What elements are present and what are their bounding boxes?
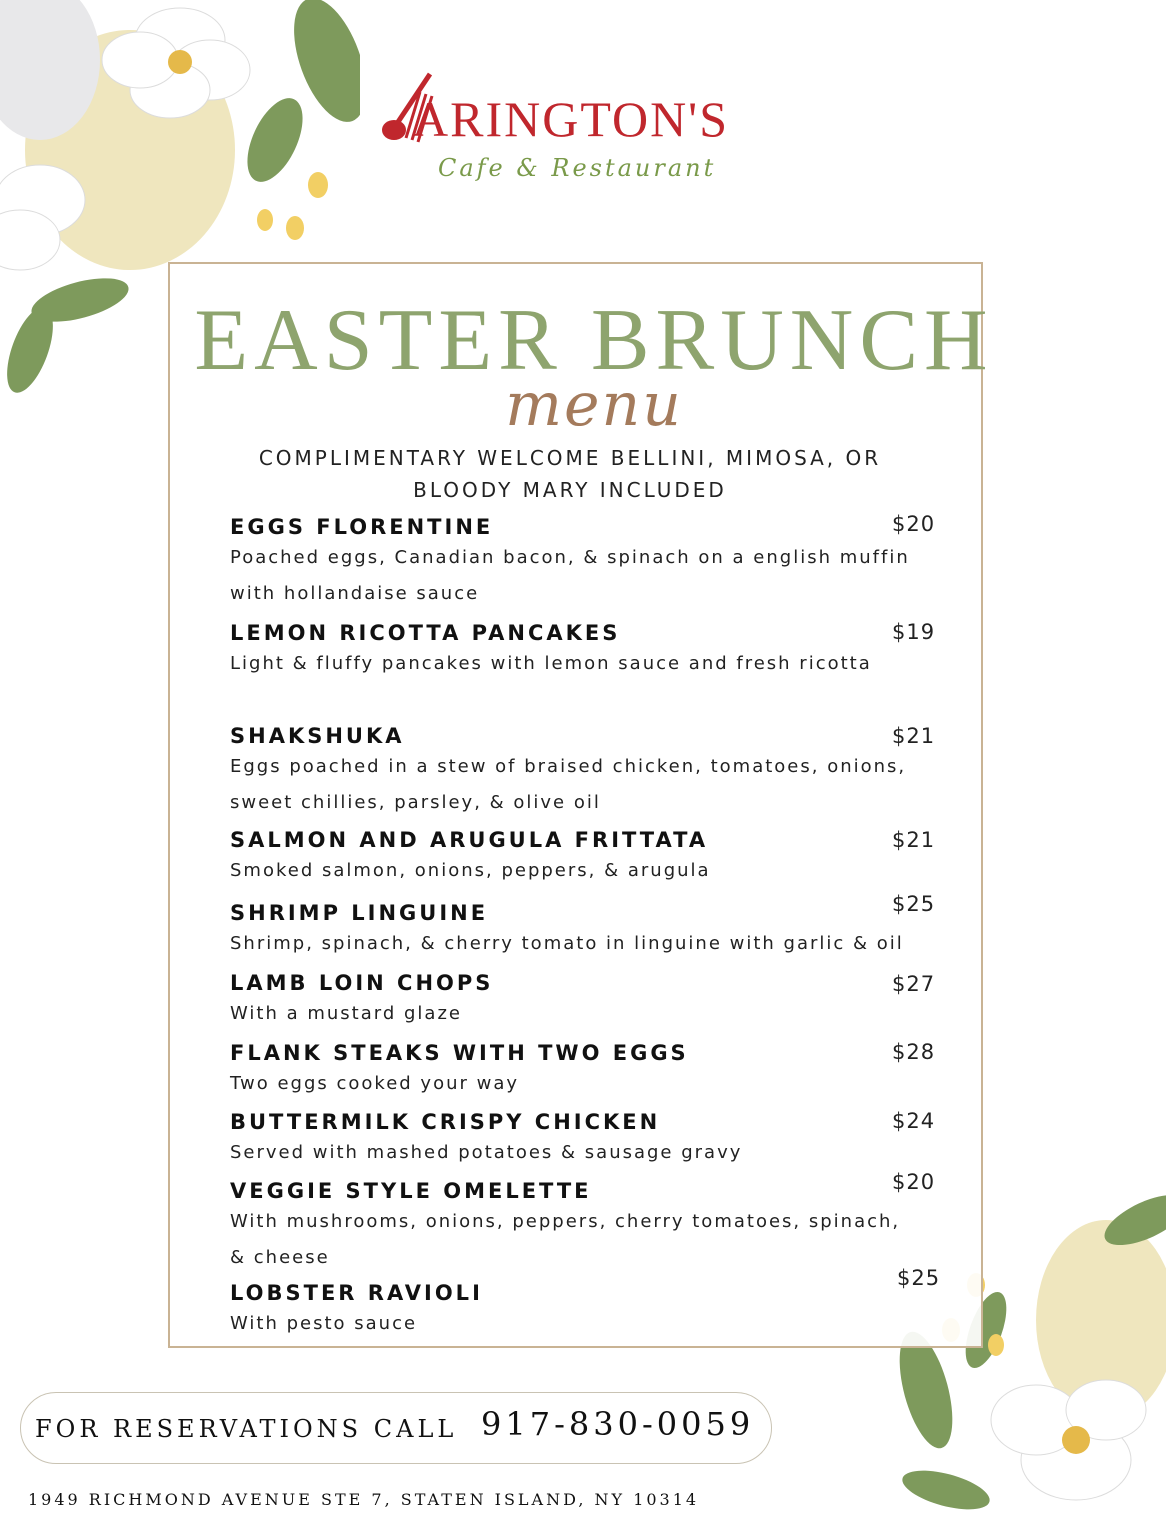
subtitle-line-1: COMPLIMENTARY WELCOME BELLINI, MIMOSA, OR	[258, 446, 882, 470]
menu-item-name: FLANK STEAKS WITH TWO EGGS	[230, 1041, 689, 1065]
menu-item-name: SALMON AND ARUGULA FRITTATA	[230, 828, 709, 852]
menu-item-name: LOBSTER RAVIOLI	[230, 1281, 483, 1305]
menu-item-salmon-arugula-frittata	[230, 827, 950, 889]
menu-item-description: Light & fluffy pancakes with lemon sauce and fresh ricotta	[230, 653, 872, 674]
menu-item-price: $21	[892, 724, 936, 748]
menu-item-name: BUTTERMILK CRISPY CHICKEN	[230, 1110, 661, 1134]
page-title: EASTER BRUNCH	[194, 292, 994, 389]
menu-item-shakshuka	[230, 723, 950, 821]
restaurant-address: 1949 RICHMOND AVENUE STE 7, STATEN ISLAND, NY 10314	[28, 1490, 700, 1509]
subtitle-line-2: BLOODY MARY INCLUDED	[413, 478, 727, 502]
menu-item-description: Shrimp, spinach, & cherry tomato in linguine with garlic & oil	[230, 933, 904, 954]
menu-item-description: Smoked salmon, onions, peppers, & arugula	[230, 860, 711, 881]
complimentary-drink-note	[220, 442, 920, 506]
menu-item-name: VEGGIE STYLE OMELETTE	[230, 1179, 592, 1203]
menu-item-price: $19	[892, 620, 936, 644]
menu-item-name: SHAKSHUKA	[230, 724, 405, 748]
menu-item-eggs-florentine	[230, 514, 950, 612]
menu-item-price: $27	[892, 972, 936, 996]
menu-item-price: $24	[892, 1109, 936, 1133]
reservations-label: FOR RESERVATIONS CALL	[35, 1415, 458, 1443]
menu-item-description: Two eggs cooked your way	[230, 1073, 520, 1094]
menu-item-name: EGGS FLORENTINE	[230, 515, 494, 539]
menu-item-name: LAMB LOIN CHOPS	[230, 971, 494, 995]
menu-item-name: LEMON RICOTTA PANCAKES	[230, 621, 621, 645]
menu-item-description: Served with mashed potatoes & sausage gravy	[230, 1142, 743, 1163]
menu-item-lobster-ravioli	[230, 1280, 950, 1342]
menu-item-price: $20	[892, 1170, 936, 1194]
menu-script-heading: menu	[505, 370, 683, 440]
menu-item-lamb-loin-chops	[230, 970, 950, 1032]
reservations-phone[interactable]: 917-830-0059	[481, 1405, 755, 1443]
menu-item-lemon-ricotta-pancakes	[230, 620, 950, 682]
menu-item-description: With a mustard glaze	[230, 1003, 462, 1024]
menu-item-description: With mushrooms, onions, peppers, cherry tomatoes, spinach, & cheese	[230, 1211, 901, 1268]
menu-item-description: Poached eggs, Canadian bacon, & spinach on a english muffin with hollandaise sauce	[230, 547, 910, 604]
reservations-banner	[20, 1392, 772, 1464]
menu-item-price: $25	[897, 1266, 941, 1290]
logo-tagline: Cafe & Restaurant	[438, 154, 717, 182]
menu-item-name: SHRIMP LINGUINE	[230, 901, 489, 925]
menu-item-flank-steaks	[230, 1040, 950, 1102]
menu-item-price: $20	[892, 512, 936, 536]
logo-name: ARINGTON'S	[412, 91, 729, 147]
menu-item-price: $28	[892, 1040, 936, 1064]
menu-item-description: With pesto sauce	[230, 1313, 418, 1334]
menu-item-veggie-omelette	[230, 1178, 950, 1276]
menu-item-buttermilk-crispy-chicken	[230, 1109, 950, 1171]
menu-item-price: $21	[892, 828, 936, 852]
menu-item-description: Eggs poached in a stew of braised chicken, tomatoes, onions, sweet chillies, parsley, & olive oil	[230, 756, 907, 813]
restaurant-logo	[372, 62, 762, 202]
menu-item-price: $25	[892, 892, 936, 916]
menu-item-shrimp-linguine	[230, 900, 950, 962]
